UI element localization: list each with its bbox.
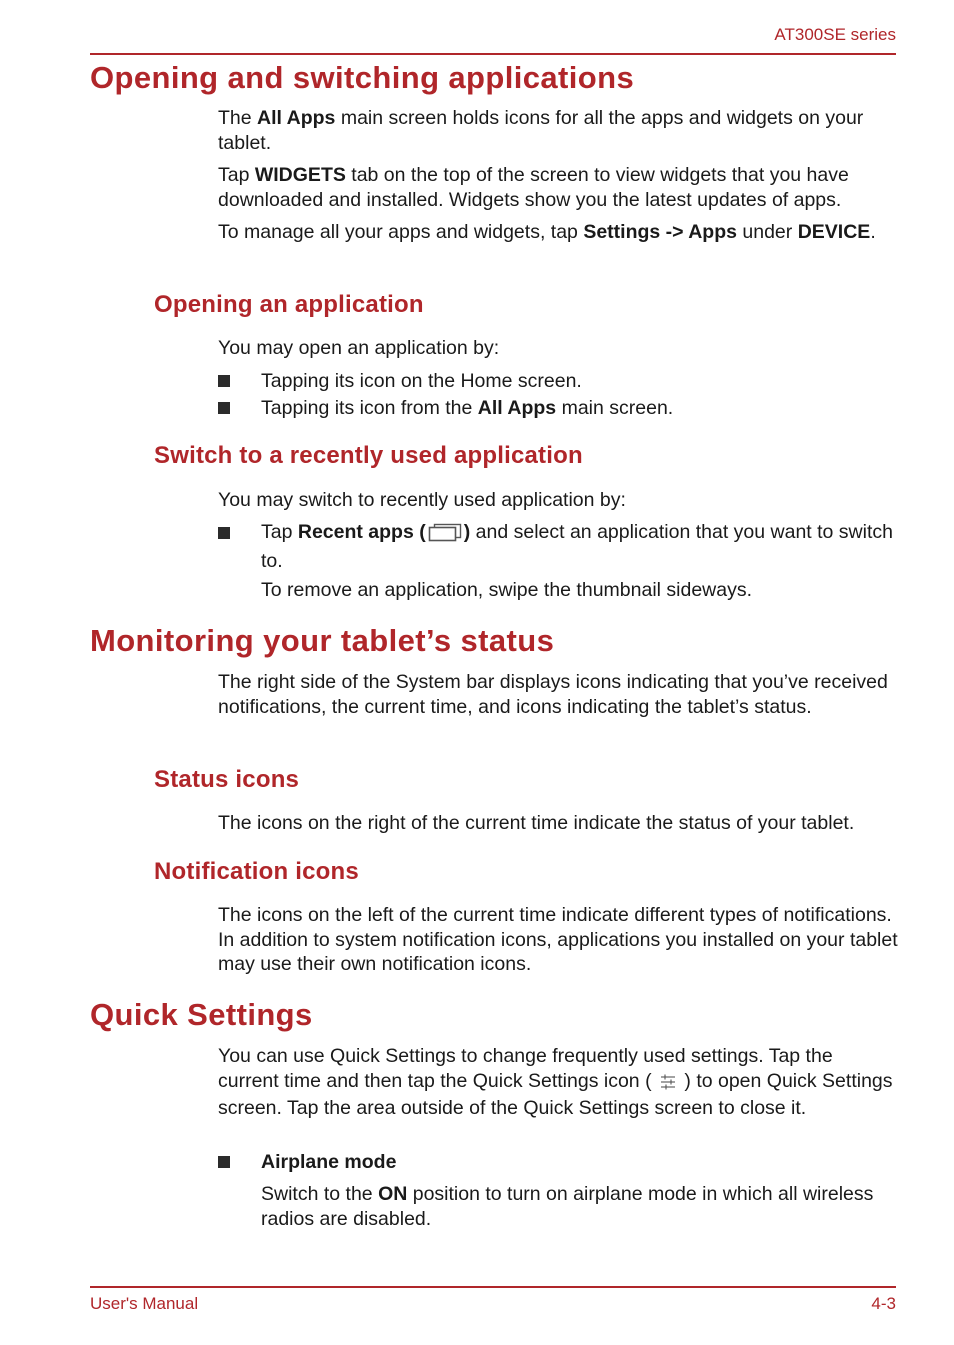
bullet-marker [218, 527, 230, 539]
list-item-recent-apps: Tap Recent apps ( ) and select an application that you want to switch to. [261, 521, 893, 572]
paragraph-notification-icons: The icons on the left of the current time indicate different types of notifications. In addition to system notification icons, applications you installed on your tablet may use their own notification icons. [218, 904, 898, 975]
bullet-marker [218, 375, 230, 387]
paragraph-switch-intro: You may switch to recently used application by: [218, 489, 626, 511]
paragraph-all-apps: The All Apps main screen holds icons for all the apps and widgets on your tablet. [218, 107, 864, 154]
subsection-title-recent-app: Switch to a recently used application [154, 442, 583, 469]
paragraph-open-intro: You may open an application by: [218, 337, 500, 359]
header-rule [90, 53, 896, 55]
bullet-marker [218, 402, 230, 414]
list-item-airplane-mode: Airplane mode [261, 1151, 397, 1173]
subsection-title-opening-application: Opening an application [154, 291, 424, 318]
recent-apps-icon [428, 522, 462, 549]
footer-page-number: 4-3 [871, 1294, 896, 1313]
paragraph-quick-settings: You can use Quick Settings to change frequently used settings. Tap the current time and then tap the Quick Settings icon ( ) to open Quick Settings screen. Tap the area outside of the Quick Settings screen to close it. [218, 1045, 893, 1119]
subsection-title-notification-icons: Notification icons [154, 858, 359, 885]
paragraph-widgets: Tap WIDGETS tab on the top of the screen to view widgets that you have downloaded and installed. Widgets show you the latest updates of apps. [218, 164, 849, 211]
bullet-marker [218, 1156, 230, 1168]
footer-manual-title: User's Manual [90, 1294, 199, 1313]
section-title-quick-settings: Quick Settings [90, 997, 313, 1032]
footer-rule [90, 1286, 896, 1288]
subsection-title-status-icons: Status icons [154, 766, 300, 793]
paragraph-status-icons: The icons on the right of the current time indicate the status of your tablet. [218, 812, 855, 834]
header-series: AT300SE series [774, 25, 896, 44]
paragraph-system-bar: The right side of the System bar displays icons indicating that you’ve received notifications, the current time, and icons indicating the tablet’s status. [218, 671, 888, 718]
paragraph-remove-app: To remove an application, swipe the thumbnail sideways. [261, 579, 753, 601]
paragraph-airplane-mode: Switch to the ON position to turn on airplane mode in which all wireless radios are disabled. [261, 1183, 874, 1230]
paragraph-manage-apps: To manage all your apps and widgets, tap Settings -> Apps under DEVICE. [218, 221, 876, 243]
section-title-monitoring-status: Monitoring your tablet’s status [90, 623, 555, 658]
list-item-all-apps: Tapping its icon from the All Apps main screen. [261, 397, 674, 419]
section-title-opening-switching: Opening and switching applications [90, 60, 635, 95]
quick-settings-icon [660, 1072, 676, 1097]
list-item-home-screen: Tapping its icon on the Home screen. [261, 370, 582, 392]
